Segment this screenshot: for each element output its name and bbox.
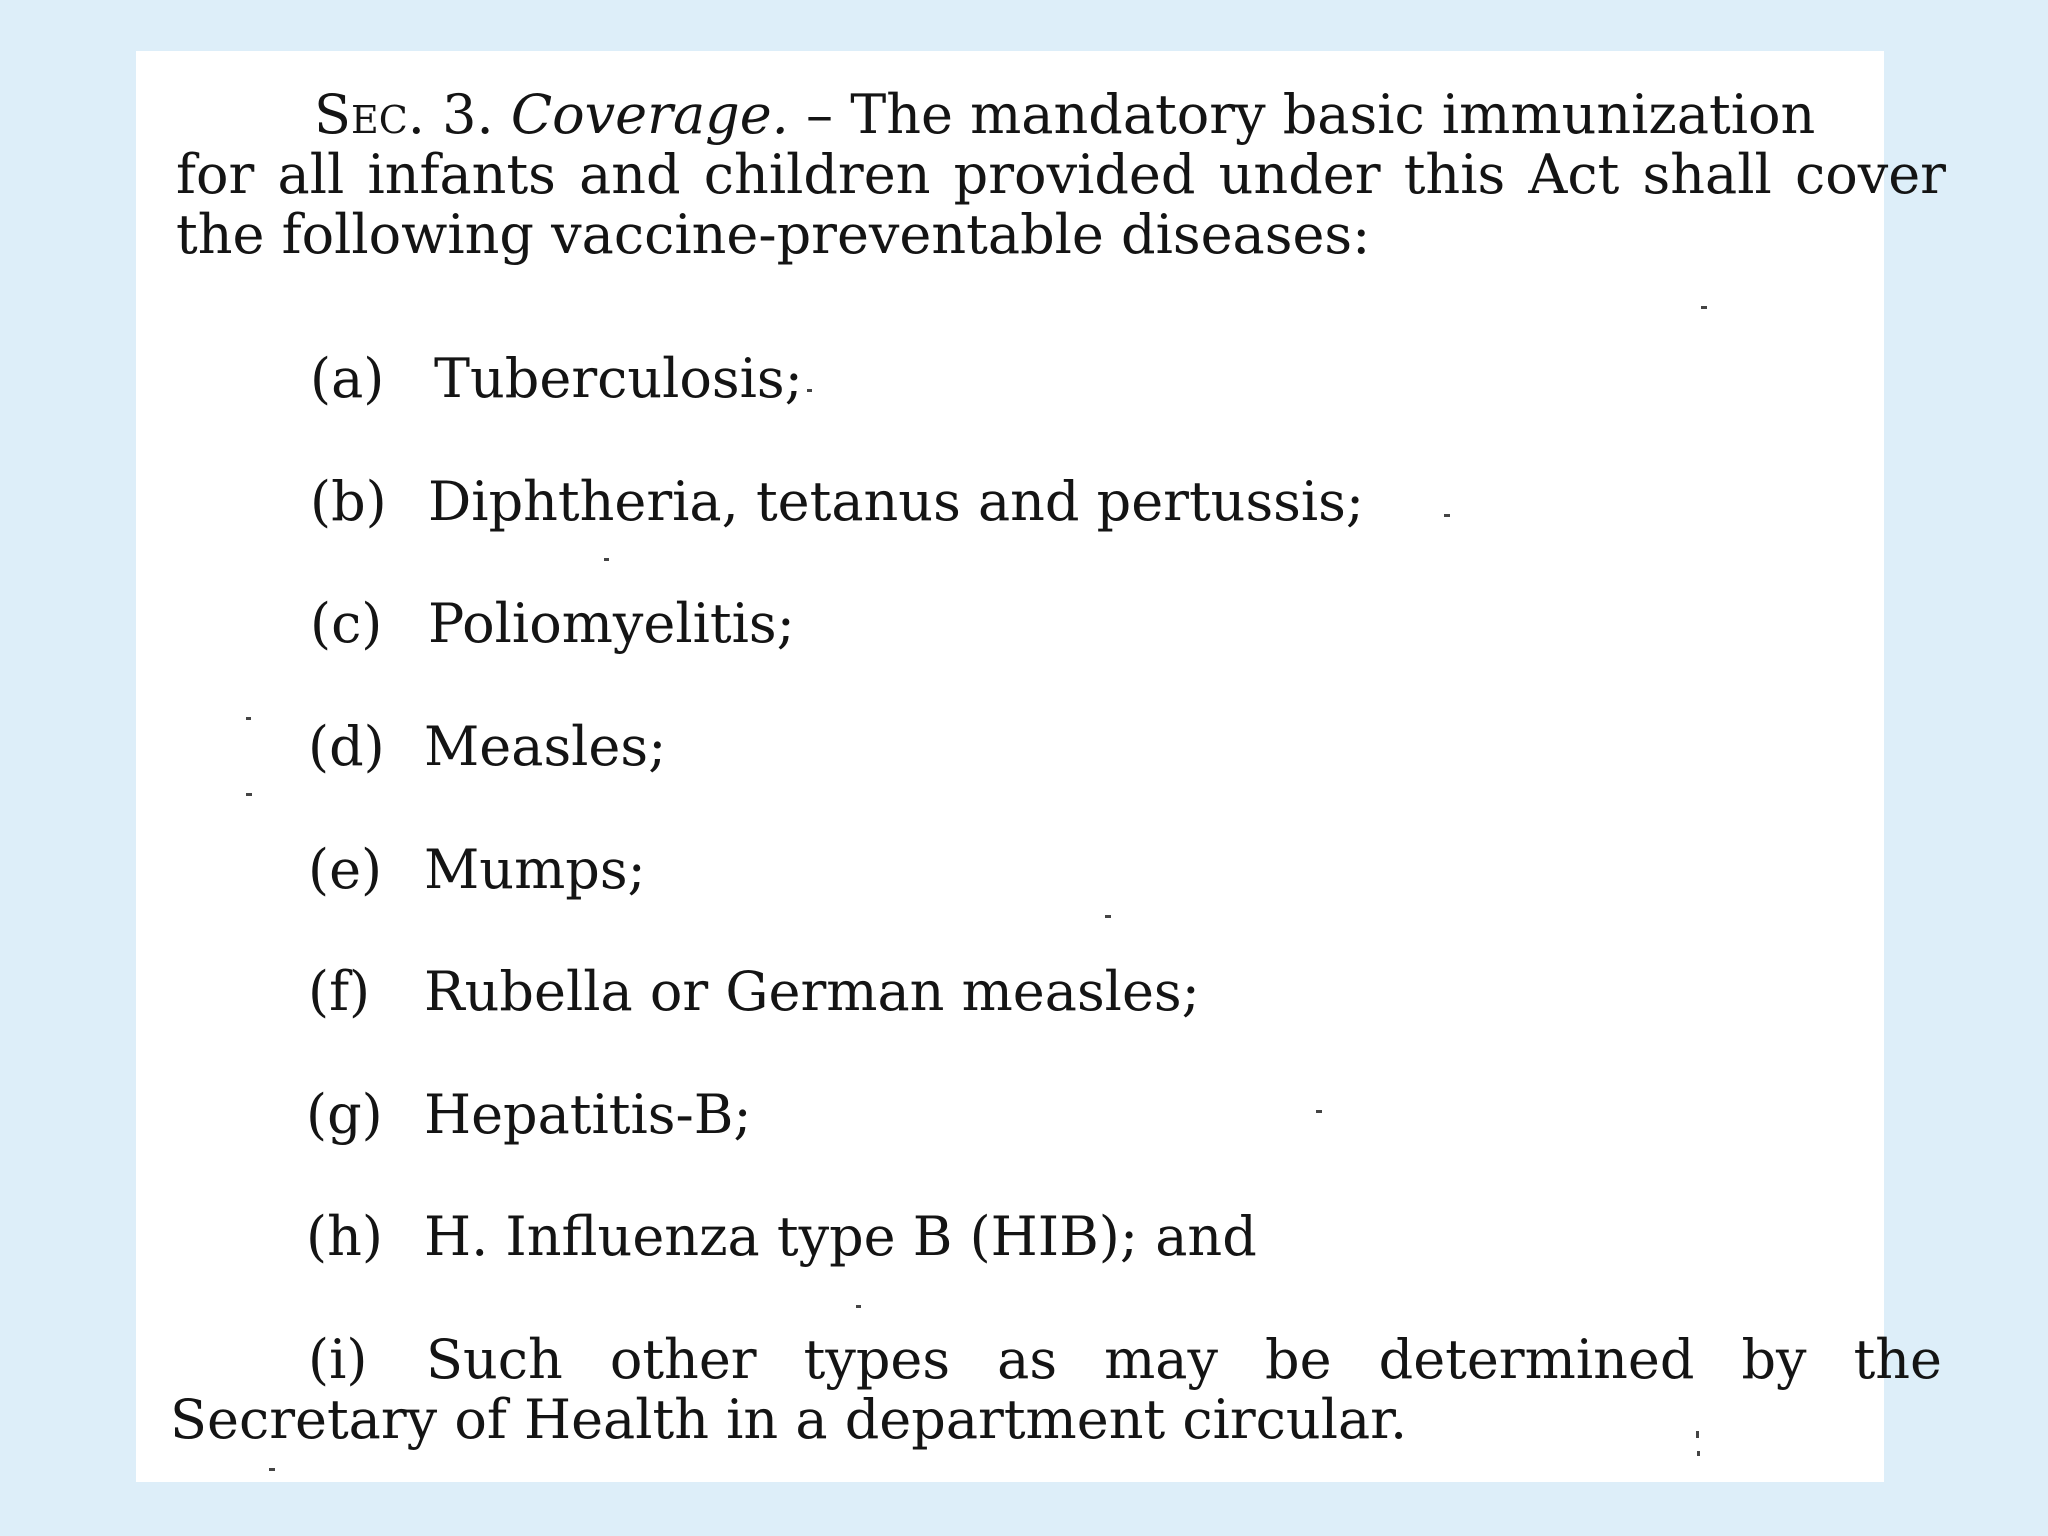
item-label-a: (a): [310, 347, 385, 410]
item-text-i-line-1: Such other types as may be determined by the: [426, 1328, 1942, 1391]
section-heading: Coverage.: [510, 83, 789, 146]
scan-speck: [1444, 514, 1450, 517]
item-label-i: (i): [308, 1328, 368, 1391]
scan-speck: [246, 717, 251, 720]
scan-speck: [807, 389, 812, 392]
scan-speck: [1316, 1110, 1322, 1113]
scan-speck: [269, 1468, 275, 1471]
item-label-c: (c): [310, 592, 383, 655]
scan-speck: [1697, 1451, 1700, 1456]
item-text-h: H. Influenza type B (HIB); and: [424, 1205, 1257, 1268]
scan-speck: [1105, 915, 1111, 918]
item-text-b: Diphtheria, tetanus and pertussis;: [428, 470, 1365, 533]
item-label-g: (g): [306, 1083, 383, 1146]
scan-speck: [246, 793, 252, 796]
item-label-f: (f): [308, 960, 371, 1023]
item-text-e: Mumps;: [424, 838, 646, 901]
item-label-e: (e): [308, 838, 383, 901]
item-text-i-line-2: Secretary of Health in a department circular.: [170, 1388, 1408, 1451]
intro-line-3: the following vaccine-preventable diseases:: [176, 203, 1371, 266]
item-text-d: Measles;: [424, 715, 667, 778]
scan-speck: [1701, 306, 1707, 309]
item-text-g: Hepatitis-B;: [424, 1083, 752, 1146]
scan-speck: [1696, 1431, 1699, 1438]
intro-line-2: for all infants and children provided under this Act shall cover: [176, 143, 1946, 206]
item-text-f: Rubella or German measles;: [424, 960, 1200, 1023]
section-heading-line: [314, 85, 1815, 145]
section-dash: –: [788, 83, 851, 146]
section-number: Sec. 3.: [314, 83, 494, 146]
item-label-b: (b): [310, 470, 387, 533]
scan-speck: [856, 1305, 861, 1308]
item-label-d: (d): [308, 715, 385, 778]
document-page: [136, 51, 1946, 1482]
scan-speck: [604, 558, 609, 561]
item-text-c: Poliomyelitis;: [428, 592, 795, 655]
intro-line-1: The mandatory basic immunization: [850, 83, 1816, 146]
item-label-h: (h): [306, 1205, 383, 1268]
item-text-a: Tuberculosis;: [434, 347, 803, 410]
